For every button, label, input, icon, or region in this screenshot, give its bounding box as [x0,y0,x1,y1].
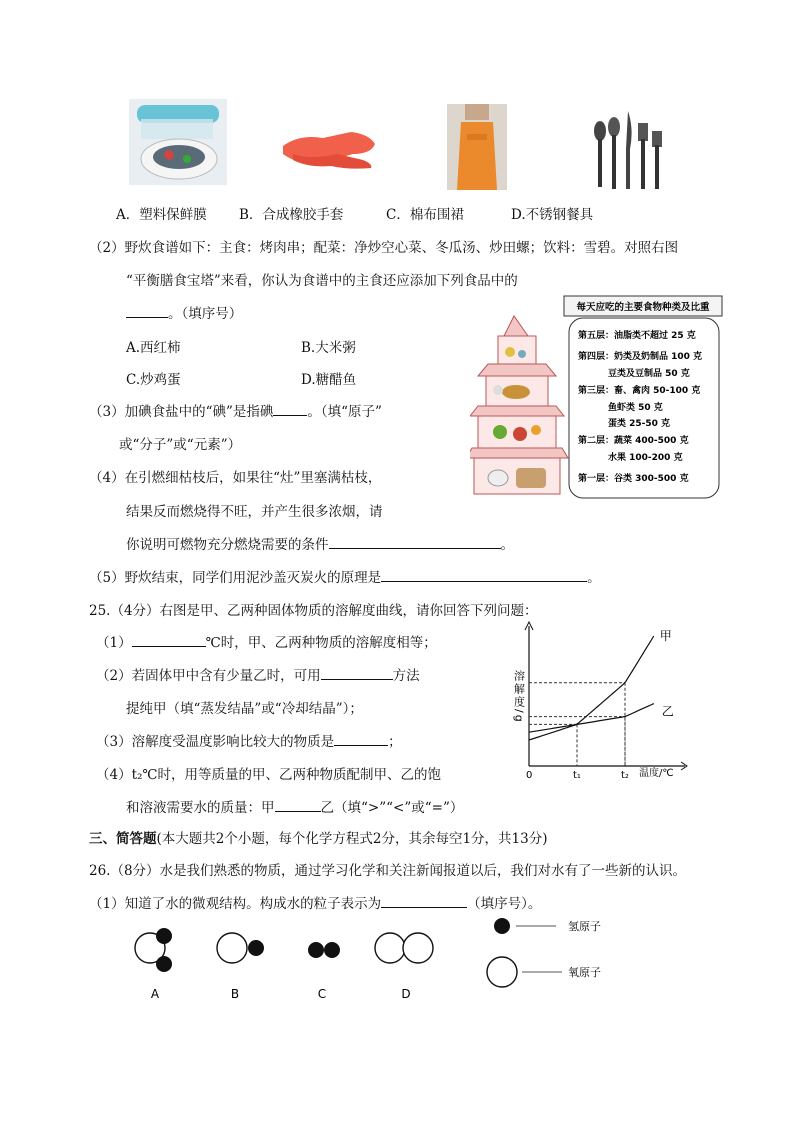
molecule-label-a: A [150,987,160,1001]
molecule-label-b: B [230,987,240,1001]
x-tick-label-0: 0 [526,770,533,781]
q24-p3-line2: 或“分子”或“元素”） [119,437,242,453]
pyramid-level-5: 第五层：油脂类不超过 25 克 [578,331,696,341]
q25-p1: （1） ℃时，甲、乙两种物质的溶解度相等； [96,631,437,651]
q24-p2-opt-b: B.大米粥 [301,340,356,356]
pyramid-level-2b: 水果 100-200 克 [608,453,683,463]
option-b-label: B．合成橡胶手套 [239,207,344,223]
option-a-label: A．塑料保鲜膜 [116,207,207,223]
answer-blank[interactable] [273,401,307,416]
option-d-label: D.不锈钢餐具 [511,207,594,223]
q25-p3: （3）溶解度受温度影响比较大的物质是 ； [96,730,402,750]
plastic-wrap-photo [129,99,227,185]
series-label-1: 甲 [659,629,672,643]
q24-p2-line2: “平衡膳食宝塔”来看，你认为食谱中的主食还应添加下列食品中的 [126,273,518,289]
q24-p2-line3: 。（填序号） [126,302,242,322]
q25-p4: （4）t₂℃时，用等质量的甲、乙两种物质配制甲、乙的饱 [96,767,442,783]
pyramid-level-1: 第一层：谷类 300-500 克 [578,474,689,484]
q25-p2c: 提纯甲（填“蒸发结晶”或“冷却结晶”）； [126,701,363,717]
section3-heading [89,827,547,847]
oxygen-atom-icon [487,957,517,987]
q24-p2-opt-c: C.炒鸡蛋 [126,372,181,388]
y-axis-label: 溶解度/g [512,670,526,724]
q24-p2-line1: （2）野炊食谱如下：主食：烤肉串；配菜：净炒空心菜、冬瓜汤、炒田螺；饮料：雪碧。对照右图 [89,240,679,256]
atom-legend [484,910,614,994]
q25-p4b: 和溶液需要水的质量：甲 乙（填“>”“<”或“=”） [126,796,463,816]
cutlery-photo [590,109,666,191]
series-label-2: 乙 [661,704,674,719]
q26-p1: （1）知道了水的微观结构。构成水的粒子表示为 （填序号）。 [89,892,541,912]
molecule-d [375,933,433,963]
solubility-chart [505,618,695,784]
pyramid-level-4: 第四层：奶类及奶制品 100 克 [578,352,703,362]
molecule-a [135,928,172,972]
q25-head: 25.（4分）右图是甲、乙两种固体物质的溶解度曲线，请你回答下列问题： [89,603,538,619]
x-tick-label-2: t₂ [621,770,629,781]
q25-p2: （2）若固体甲中含有少量乙时，可用 方法 [96,664,420,684]
answer-blank[interactable] [275,797,321,812]
answer-blank[interactable] [321,665,393,680]
q26-head: 26.（8分）水是我们熟悉的物质，通过学习化学和关注新闻报道以后，我们对水有了一些新的认识。 [89,863,687,879]
rubber-gloves-photo [279,124,379,172]
q24-p3-line1: （3）加碘食盐中的“碘”是指碘 。（填“原子” [89,400,382,420]
x-axis-label: 温度/℃ [639,768,674,779]
answer-blank[interactable] [329,534,501,549]
answer-blank[interactable] [381,567,587,582]
pyramid-level-4b: 豆类及豆制品 50 克 [608,369,690,379]
q24-p5: （5）野炊结束，同学们用泥沙盖灭炭火的原理是 。 [89,566,601,586]
molecule-label-c: C [317,987,327,1001]
cotton-apron-photo [447,104,507,190]
pyramid-title: 每天应吃的主要食物种类及比重 [576,302,710,313]
series-line-2 [529,704,654,733]
molecule-label-d: D [401,987,411,1001]
x-tick-label-1: t₁ [573,770,581,781]
answer-blank[interactable] [132,632,206,647]
section3-note: (本大题共2个小题，每个化学方程式2分，其余每空1分，共13分) [156,831,548,847]
series-line-1 [529,636,654,740]
molecule-b [217,933,264,963]
section3-title: 三、简答题 [89,831,157,847]
pyramid-level-3c: 蛋类 25-50 克 [608,419,671,429]
option-c-label: C．棉布围裙 [386,207,464,223]
legend-hydrogen: 氢原子 [568,920,601,933]
q24-p2-opt-a: A.西红柿 [126,340,181,356]
q24-p4-line1: （4）在引燃细枯枝后，如果往“灶”里塞满枯枝， [89,470,382,486]
answer-blank[interactable] [126,303,168,318]
answer-blank[interactable] [334,731,388,746]
pagoda-graphic [470,316,568,494]
hydrogen-atom-icon [494,918,510,934]
pyramid-level-3b: 鱼虾类 50 克 [608,403,663,413]
legend-oxygen: 氧原子 [568,966,601,979]
q24-p4-line3: 你说明可燃物充分燃烧需要的条件 。 [126,533,514,553]
food-pyramid-figure [470,292,726,500]
q24-p4-line2: 结果反而燃烧得不旺，并产生很多浓烟，请 [126,504,383,520]
q24-p2-opt-d: D.糖醋鱼 [301,372,357,388]
molecule-models [128,918,448,1004]
answer-blank[interactable] [381,893,467,908]
pyramid-level-2: 第二层：蔬菜 400-500 克 [578,436,689,446]
molecule-c [308,942,340,958]
pyramid-level-3: 第三层：畜、禽肉 50-100 克 [578,386,701,396]
